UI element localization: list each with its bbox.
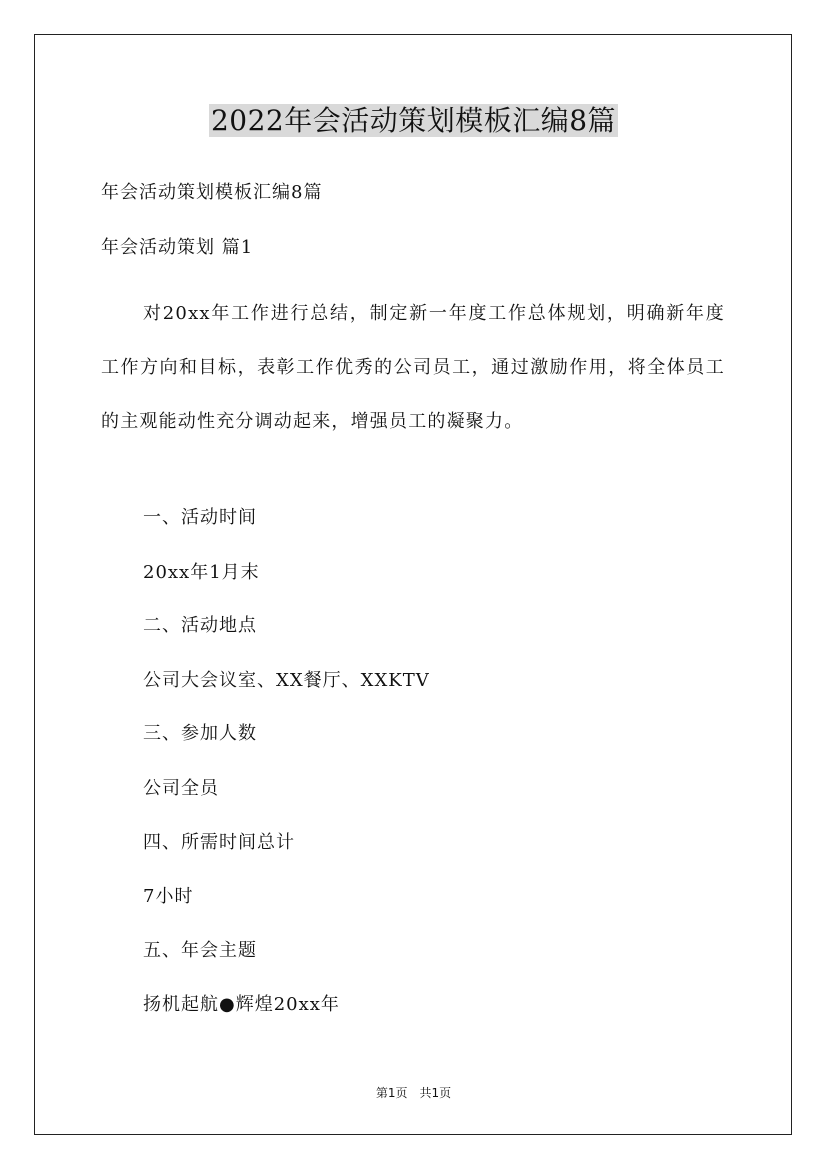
list-item: 公司大会议室、XX餐厅、XXKTV — [143, 670, 430, 691]
list-item: 公司全员 — [143, 778, 219, 799]
list-item: 一、活动时间 — [143, 507, 257, 528]
list-item: 扬机起航●辉煌20xx年 — [143, 994, 340, 1015]
intro-paragraph: 对20xx年工作进行总结，制定新一年度工作总体规划，明确新年度工作方向和目标，表彰工作优秀的公司员工，通过激励作用，将全体员工的主观能动性充分调动起来，增强员工的凝聚力。 — [101, 303, 725, 432]
list-item: 二、活动地点 — [143, 615, 257, 636]
document-subtitle: 年会活动策划模板汇编8篇 — [101, 182, 323, 203]
page-footer: 第1页 共1页 — [375, 1086, 452, 1100]
list-item: 20xx年1月末 — [143, 562, 260, 583]
list-item: 五、年会主题 — [143, 940, 257, 961]
list-item: 三、参加人数 — [143, 723, 257, 744]
list-item: 四、所需时间总计 — [143, 832, 295, 853]
document-title — [0, 98, 827, 144]
document-title-text: 2022年会活动策划模板汇编8篇 — [210, 104, 617, 137]
section-heading: 年会活动策划 篇1 — [101, 237, 254, 258]
list-item: 7小时 — [143, 886, 194, 907]
